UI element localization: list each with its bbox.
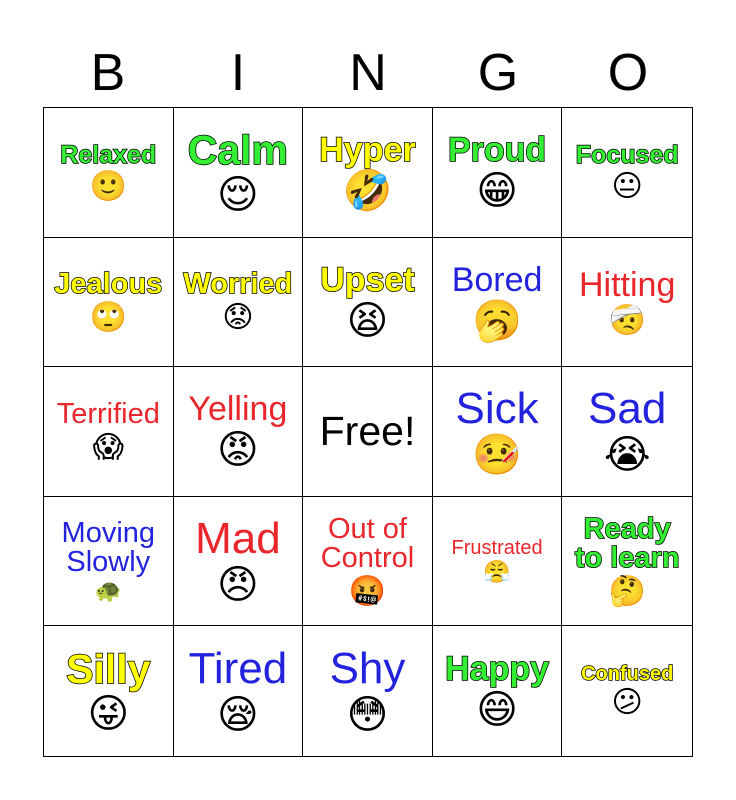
cell-label: Sick — [455, 384, 539, 434]
cell-label: Confused — [581, 663, 674, 686]
cell-emoji-icon: 🤬 — [348, 574, 387, 610]
cell-label: Frustrated — [451, 537, 543, 560]
cell-emoji-icon: 😱 — [92, 429, 124, 465]
bingo-card-grid — [43, 107, 693, 757]
bingo-cell[interactable] — [303, 367, 433, 497]
cell-emoji-icon: 😡 — [217, 427, 259, 474]
bingo-cell[interactable] — [303, 238, 433, 368]
bingo-cell[interactable] — [562, 626, 692, 756]
cell-emoji-icon: 🙂 — [89, 168, 127, 204]
cell-label: Mad — [195, 514, 281, 564]
cell-emoji-icon: 😳 — [346, 692, 389, 739]
cell-emoji-icon: 🤕 — [608, 302, 646, 338]
cell-emoji-icon: 😐 — [611, 168, 643, 204]
bingo-cell[interactable] — [433, 238, 563, 368]
cell-emoji-icon: 😟 — [222, 300, 254, 336]
cell-label: Yelling — [188, 390, 288, 429]
cell-label: Tired — [188, 644, 288, 694]
bingo-cell[interactable] — [562, 367, 692, 497]
cell-label: Ready to learn — [574, 513, 680, 575]
cell-label: Moving Slowly — [61, 517, 156, 579]
cell-emoji-icon: 😕 — [611, 685, 643, 721]
bingo-cell[interactable] — [174, 497, 304, 627]
cell-emoji-icon: 🙄 — [89, 300, 127, 336]
cell-label: Relaxed — [60, 140, 157, 169]
cell-emoji-icon: 😄 — [476, 687, 518, 734]
cell-label: Upset — [320, 260, 415, 299]
bingo-cell[interactable] — [433, 497, 563, 627]
bingo-header — [43, 40, 693, 106]
cell-label: Calm — [187, 126, 289, 173]
bingo-cell[interactable] — [562, 497, 692, 627]
cell-label: Silly — [66, 645, 151, 692]
cell-label: Jealous — [54, 268, 163, 301]
header-letter-o: O — [607, 44, 649, 102]
cell-label: Worried — [183, 268, 293, 301]
bingo-cell[interactable] — [562, 238, 692, 368]
cell-emoji-icon: 😪 — [217, 692, 259, 739]
header-letter-i: I — [230, 44, 246, 102]
bingo-cell[interactable] — [303, 626, 433, 756]
bingo-cell[interactable] — [44, 626, 174, 756]
bingo-cell[interactable] — [303, 497, 433, 627]
bingo-cell[interactable] — [174, 108, 304, 238]
cell-emoji-icon: 😫 — [346, 297, 389, 344]
cell-emoji-icon: 🤔 — [608, 574, 646, 610]
cell-label: Hitting — [579, 265, 676, 304]
cell-label: Bored — [451, 260, 543, 299]
cell-label: Hyper — [319, 131, 416, 170]
bingo-cell[interactable] — [174, 367, 304, 497]
bingo-cell[interactable] — [174, 626, 304, 756]
header-letter-n: N — [349, 44, 387, 102]
cell-label: Proud — [447, 131, 547, 170]
cell-emoji-icon: 😠 — [217, 562, 259, 609]
bingo-cell[interactable] — [174, 238, 304, 368]
cell-label: Terrified — [56, 397, 160, 430]
cell-emoji-icon: 🤣 — [342, 168, 393, 215]
cell-emoji-icon: 😜 — [87, 690, 130, 737]
bingo-cell[interactable] — [44, 238, 174, 368]
cell-label: Out of Control — [320, 513, 415, 575]
cell-label: Focused — [575, 140, 679, 169]
bingo-cell[interactable] — [303, 108, 433, 238]
bingo-cell[interactable] — [433, 626, 563, 756]
bingo-cell[interactable] — [44, 108, 174, 238]
cell-emoji-icon: 🤒 — [472, 432, 522, 479]
cell-label: Sad — [588, 384, 667, 434]
cell-emoji-icon: 😤 — [483, 560, 511, 586]
cell-emoji-icon: 🐢 — [94, 579, 122, 605]
header-letter-b: B — [90, 44, 126, 102]
cell-label: Happy — [445, 650, 550, 689]
bingo-cell[interactable] — [562, 108, 692, 238]
cell-emoji-icon: 😁 — [476, 168, 518, 215]
cell-label: Free! — [319, 407, 416, 454]
cell-emoji-icon: 😭 — [603, 432, 651, 479]
bingo-cell[interactable] — [433, 108, 563, 238]
bingo-cell[interactable] — [44, 367, 174, 497]
cell-emoji-icon: 😌 — [217, 171, 259, 218]
bingo-cell[interactable] — [433, 367, 563, 497]
bingo-cell[interactable] — [44, 497, 174, 627]
cell-emoji-icon: 🥱 — [472, 297, 522, 344]
cell-label: Shy — [329, 644, 406, 694]
header-letter-g: G — [477, 44, 519, 102]
